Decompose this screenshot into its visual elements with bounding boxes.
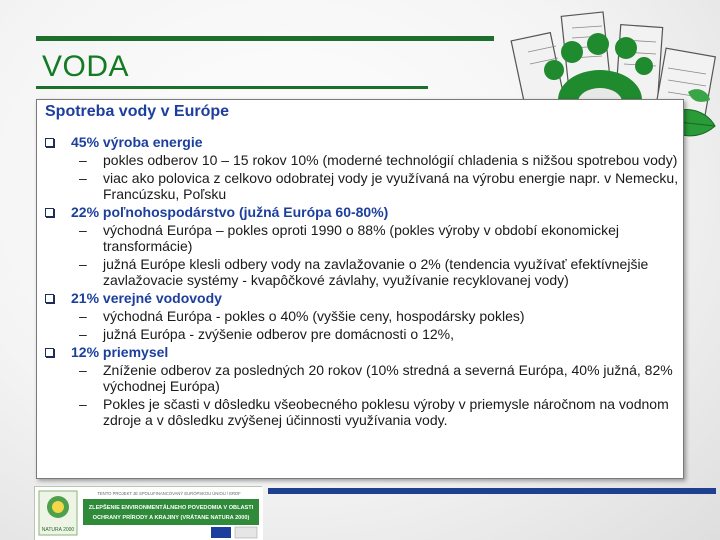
sub-list [71, 222, 681, 288]
sub-list [71, 152, 681, 202]
sub-marker: – [79, 256, 87, 272]
footer-project-logo [34, 486, 262, 540]
natura-badge-icon [39, 491, 77, 535]
page-title: VODA [42, 50, 130, 83]
sub-text: viac ako polovica z celkovo odobratej vody je využívaná na výrobu energie napr. v Nemecku, Francúzsku, Poľsku [103, 170, 679, 202]
footer-logo-graphic [35, 487, 263, 540]
bullet-square-icon [45, 294, 54, 303]
sub-text: východná Európa – pokles oproti 1990 o 88% (pokles výroby v období ekonomickej transformácie) [103, 222, 619, 254]
sub-item [71, 256, 681, 288]
sub-item [71, 326, 681, 342]
sub-marker: – [79, 170, 87, 186]
sub-marker: – [79, 362, 87, 378]
sub-item [71, 170, 681, 202]
bullet-square-icon [45, 138, 54, 147]
bullet-text: 21% verejné vodovody [71, 290, 222, 306]
section-subtitle: Spotreba vody v Európe [45, 103, 230, 120]
eu-flag-icon [211, 527, 231, 538]
sub-list [71, 308, 681, 342]
sub-item [71, 362, 681, 394]
sub-text: južná Európe klesli odbery vody na zavlažovanie o 2% (tendencia využívať efektívnejšie zavlažovacie systémy - kvapôčkové závlahy, využívanie recyklovanej vody) [103, 256, 649, 288]
bullet-item [45, 134, 681, 202]
sub-text: východná Európa - pokles o 40% (vyššie ceny, hospodársky pokles) [103, 308, 525, 324]
sub-marker: – [79, 308, 87, 324]
banner-line1: ZLEPŠENIE ENVIRONMENTÁLNEHO POVEDOMIA V OBLASTI [88, 505, 254, 511]
bullet-item [45, 290, 681, 342]
banner-line2: OCHRANY PRÍRODY A KRAJINY (VRÁTANE NATURA 2000) [92, 515, 250, 521]
sub-marker: – [79, 222, 87, 238]
badge-text: NATURA 2000 [41, 527, 75, 533]
sub-text: južná Európa - zvýšenie odberov pre domácnosti o 12%, [103, 326, 454, 342]
sub-marker: – [79, 152, 87, 168]
bullet-item [45, 204, 681, 288]
top-decorative-bar [36, 36, 494, 41]
banner-top-text: TENTO PROJEKT JE SPOLUFINANCOVANÝ EURÓPSKOU ÚNIOU / ERDF [97, 491, 241, 496]
bullet-list [45, 134, 681, 430]
bullet-text: 22% poľnohospodárstvo (južná Európa 60-80%) [71, 204, 389, 220]
sub-marker: – [79, 396, 87, 412]
bullet-square-icon [45, 348, 54, 357]
sub-item [71, 308, 681, 324]
sub-marker: – [79, 326, 87, 342]
bullet-square-icon [45, 208, 54, 217]
content-box [36, 99, 684, 479]
bullet-text: 45% výroba energie [71, 134, 203, 150]
bullet-text: 12% priemysel [71, 344, 169, 360]
bullet-item [45, 344, 681, 428]
sub-text: Zníženie odberov za posledných 20 rokov (10% stredná a severná Európa, 40% južná, 82% východnej Európa) [103, 362, 673, 394]
sub-item [71, 222, 681, 254]
sub-text: pokles odberov 10 – 15 rokov 10% (moderné technológií chladenia s nižšou spotrebou vody) [103, 152, 678, 168]
sub-item [71, 152, 681, 168]
sub-list [71, 362, 681, 428]
sub-text: Pokles je sčasti v dôsledku všeobecného poklesu výroby v priemysle náročnom na vodnom zdroje a v dôsledku zvýšenej účinnosti využívania vody. [103, 396, 669, 428]
bottom-decorative-bar [268, 488, 716, 494]
title-underline [36, 86, 428, 89]
partner-logo-icon [235, 527, 257, 538]
sub-item [71, 396, 681, 428]
